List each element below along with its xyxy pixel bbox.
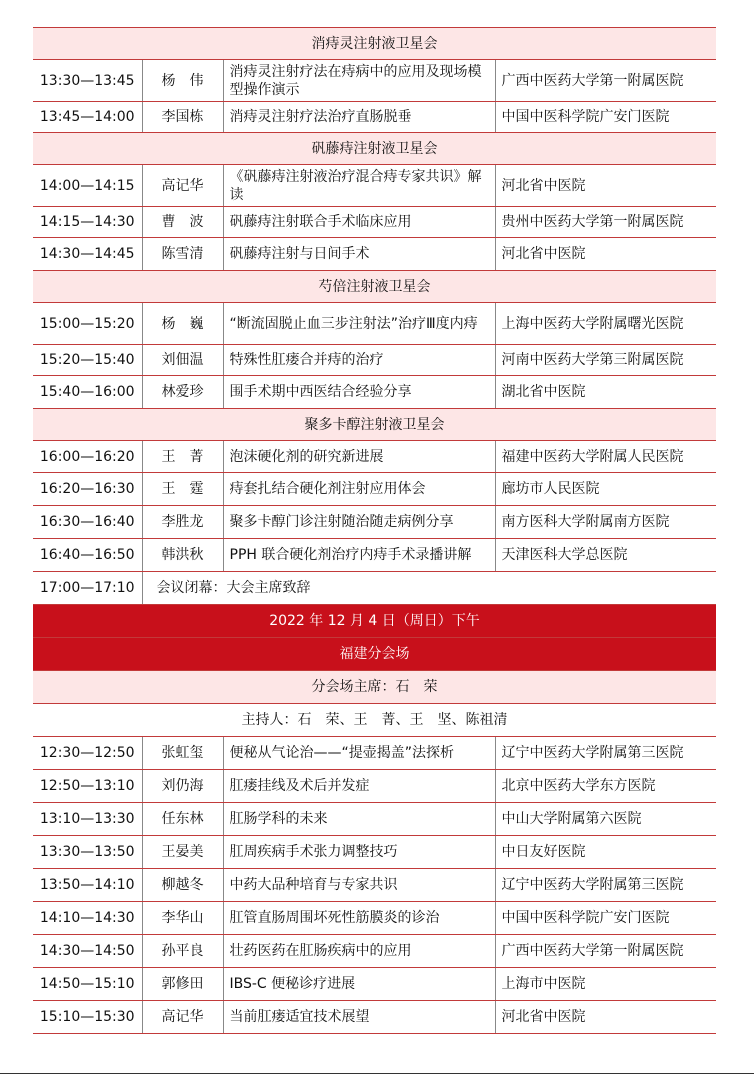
speaker-institution: 中国中医科学院广安门医院 xyxy=(495,102,716,133)
session-row xyxy=(33,803,716,836)
speaker-name: 高记华 xyxy=(142,1001,223,1034)
session-time: 13:30—13:45 xyxy=(33,60,142,102)
session-time: 14:30—14:50 xyxy=(33,935,142,968)
session-row xyxy=(33,836,716,869)
speaker-institution: 福建中医药大学附属人民医院 xyxy=(495,441,716,473)
session-row xyxy=(33,102,716,133)
date-header-text: 2022 年 12 月 4 日（周日）下午 xyxy=(33,605,716,638)
speaker-institution: 辽宁中医药大学附属第三医院 xyxy=(495,737,716,770)
speaker-institution: 南方医科大学附属南方医院 xyxy=(495,506,716,539)
session-topic: PPH 联合硬化剂治疗内痔手术录播讲解 xyxy=(223,539,495,572)
session-time: 15:20—15:40 xyxy=(33,345,142,376)
session-topic: 肛瘘挂线及术后并发症 xyxy=(223,770,495,803)
session-topic: “断流固脱止血三步注射法”治疗Ⅲ度内痔 xyxy=(223,303,495,345)
speaker-name: 李胜龙 xyxy=(142,506,223,539)
session-topic: 特殊性肛瘘合并痔的治疗 xyxy=(223,345,495,376)
session-topic: 肛肠学科的未来 xyxy=(223,803,495,836)
chair-row-text: 分会场主席：石 荣 xyxy=(33,671,716,704)
closing-row xyxy=(33,572,716,605)
session-topic: 《矾藤痔注射液治疗混合痔专家共识》解读 xyxy=(223,165,495,207)
session-row xyxy=(33,737,716,770)
venue-header xyxy=(33,638,716,671)
page-bottom-rule xyxy=(0,1073,754,1074)
session-topic: 痔套扎结合硬化剂注射应用体会 xyxy=(223,473,495,506)
session-group-header xyxy=(33,28,716,60)
speaker-institution: 北京中医药大学东方医院 xyxy=(495,770,716,803)
session-time: 16:40—16:50 xyxy=(33,539,142,572)
session-group-header xyxy=(33,133,716,165)
speaker-name: 郭修田 xyxy=(142,968,223,1001)
session-row xyxy=(33,869,716,902)
session-group-header-text: 消痔灵注射液卫星会 xyxy=(33,28,716,60)
session-time: 16:20—16:30 xyxy=(33,473,142,506)
speaker-name: 任东林 xyxy=(142,803,223,836)
session-row xyxy=(33,60,716,102)
session-time: 14:00—14:15 xyxy=(33,165,142,207)
hosts-row-text: 主持人：石 荣、王 菁、王 坚、陈祖清 xyxy=(33,704,716,737)
session-row xyxy=(33,506,716,539)
session-topic: 便秘从气论治——“提壶揭盖”法探析 xyxy=(223,737,495,770)
session-time: 13:45—14:00 xyxy=(33,102,142,133)
session-time: 14:10—14:30 xyxy=(33,902,142,935)
speaker-name: 孙平良 xyxy=(142,935,223,968)
speaker-name: 王 霆 xyxy=(142,473,223,506)
session-time: 16:00—16:20 xyxy=(33,441,142,473)
speaker-institution: 上海中医药大学附属曙光医院 xyxy=(495,303,716,345)
session-time: 15:00—15:20 xyxy=(33,303,142,345)
session-row xyxy=(33,473,716,506)
session-time: 15:40—16:00 xyxy=(33,376,142,409)
speaker-institution: 河北省中医院 xyxy=(495,238,716,271)
speaker-name: 陈雪清 xyxy=(142,238,223,271)
date-header xyxy=(33,605,716,638)
session-time: 14:50—15:10 xyxy=(33,968,142,1001)
session-topic: 中药大品种培育与专家共识 xyxy=(223,869,495,902)
speaker-name: 刘仍海 xyxy=(142,770,223,803)
speaker-name: 杨 伟 xyxy=(142,60,223,102)
session-group-header-text: 芍倍注射液卫星会 xyxy=(33,271,716,303)
speaker-name: 王晏美 xyxy=(142,836,223,869)
speaker-name: 张虹玺 xyxy=(142,737,223,770)
speaker-institution: 河北省中医院 xyxy=(495,165,716,207)
speaker-name: 曹 波 xyxy=(142,207,223,238)
session-time: 12:30—12:50 xyxy=(33,737,142,770)
speaker-name: 韩洪秋 xyxy=(142,539,223,572)
session-topic: 矾藤痔注射与日间手术 xyxy=(223,238,495,271)
session-time: 13:50—14:10 xyxy=(33,869,142,902)
speaker-institution: 上海市中医院 xyxy=(495,968,716,1001)
session-topic: 聚多卡醇门诊注射随治随走病例分享 xyxy=(223,506,495,539)
session-time: 16:30—16:40 xyxy=(33,506,142,539)
session-topic: 当前肛瘘适宜技术展望 xyxy=(223,1001,495,1034)
session-topic: 消痔灵注射疗法在痔病中的应用及现场模型操作演示 xyxy=(223,60,495,102)
speaker-institution: 广西中医药大学第一附属医院 xyxy=(495,935,716,968)
session-row xyxy=(33,165,716,207)
speaker-name: 刘佃温 xyxy=(142,345,223,376)
session-row xyxy=(33,1001,716,1034)
session-row xyxy=(33,770,716,803)
session-topic: 肛周疾病手术张力调整技巧 xyxy=(223,836,495,869)
speaker-institution: 中日友好医院 xyxy=(495,836,716,869)
session-topic: 消痔灵注射疗法治疗直肠脱垂 xyxy=(223,102,495,133)
speaker-institution: 辽宁中医药大学附属第三医院 xyxy=(495,869,716,902)
speaker-name: 李华山 xyxy=(142,902,223,935)
venue-header-text: 福建分会场 xyxy=(33,638,716,671)
hosts-row xyxy=(33,704,716,737)
closing-time: 17:00—17:10 xyxy=(33,572,142,605)
session-group-header xyxy=(33,271,716,303)
session-row xyxy=(33,902,716,935)
session-row xyxy=(33,238,716,271)
session-group-header xyxy=(33,409,716,441)
chair-row xyxy=(33,671,716,704)
session-group-header-text: 矾藤痔注射液卫星会 xyxy=(33,133,716,165)
speaker-institution: 河南中医药大学第三附属医院 xyxy=(495,345,716,376)
session-row xyxy=(33,539,716,572)
speaker-name: 杨 巍 xyxy=(142,303,223,345)
session-row xyxy=(33,441,716,473)
session-topic: 壮药医药在肛肠疾病中的应用 xyxy=(223,935,495,968)
session-topic: 肛管直肠周围坏死性筋膜炎的诊治 xyxy=(223,902,495,935)
session-row xyxy=(33,968,716,1001)
session-row xyxy=(33,376,716,409)
session-row xyxy=(33,207,716,238)
session-time: 12:50—13:10 xyxy=(33,770,142,803)
speaker-institution: 天津医科大学总医院 xyxy=(495,539,716,572)
speaker-institution: 广西中医药大学第一附属医院 xyxy=(495,60,716,102)
speaker-name: 林爱珍 xyxy=(142,376,223,409)
schedule-table xyxy=(33,27,716,1034)
speaker-institution: 中国中医科学院广安门医院 xyxy=(495,902,716,935)
session-time: 14:15—14:30 xyxy=(33,207,142,238)
speaker-institution: 湖北省中医院 xyxy=(495,376,716,409)
speaker-name: 王 菁 xyxy=(142,441,223,473)
session-time: 13:30—13:50 xyxy=(33,836,142,869)
schedule-body xyxy=(33,28,716,1034)
session-time: 13:10—13:30 xyxy=(33,803,142,836)
speaker-name: 高记华 xyxy=(142,165,223,207)
session-row xyxy=(33,935,716,968)
speaker-institution: 贵州中医药大学第一附属医院 xyxy=(495,207,716,238)
speaker-institution: 河北省中医院 xyxy=(495,1001,716,1034)
session-topic: 矾藤痔注射联合手术临床应用 xyxy=(223,207,495,238)
session-topic: 泡沫硬化剂的研究新进展 xyxy=(223,441,495,473)
session-group-header-text: 聚多卡醇注射液卫星会 xyxy=(33,409,716,441)
speaker-institution: 中山大学附属第六医院 xyxy=(495,803,716,836)
speaker-name: 柳越冬 xyxy=(142,869,223,902)
speaker-name: 李国栋 xyxy=(142,102,223,133)
session-time: 15:10—15:30 xyxy=(33,1001,142,1034)
closing-text: 会议闭幕：大会主席致辞 xyxy=(142,572,716,605)
session-row xyxy=(33,345,716,376)
session-time: 14:30—14:45 xyxy=(33,238,142,271)
session-topic: 围手术期中西医结合经验分享 xyxy=(223,376,495,409)
session-row xyxy=(33,303,716,345)
session-topic: IBS-C 便秘诊疗进展 xyxy=(223,968,495,1001)
speaker-institution: 廊坊市人民医院 xyxy=(495,473,716,506)
